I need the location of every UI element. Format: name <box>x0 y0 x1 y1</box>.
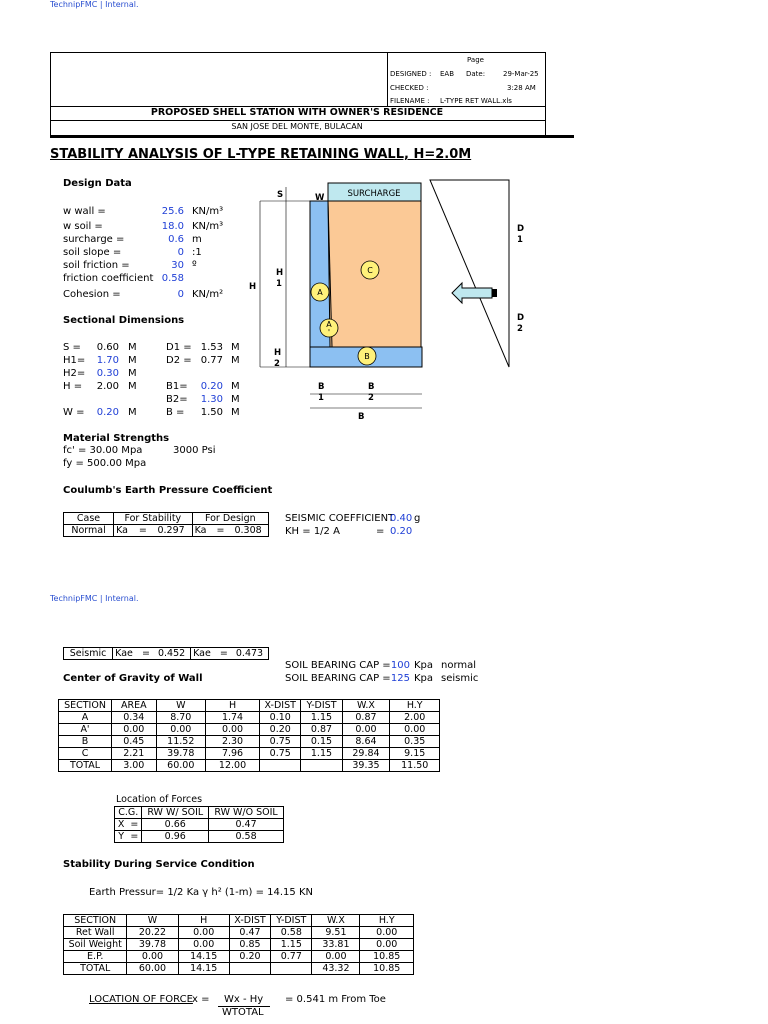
sect-label: H2= <box>63 368 86 379</box>
sect-label: H1= <box>63 355 86 366</box>
location-of-force-result: = 0.541 m From Toe <box>285 994 386 1005</box>
sect-label: D2 = <box>166 355 192 366</box>
table-cell: 1.15 <box>301 748 342 760</box>
table-cell: 0.00 <box>206 724 260 736</box>
classification-label: TechnipFMC | Internal. <box>50 0 139 9</box>
coulomb-cell: = <box>213 525 228 537</box>
table-cell: Ret Wall <box>64 927 127 939</box>
sect-label: B2= <box>166 394 188 405</box>
table-cell: 0.00 <box>156 724 205 736</box>
table-header-cell: Y-DIST <box>271 915 312 927</box>
table-cell: 0.96 <box>142 831 209 843</box>
fy-value: fy = 500.00 Mpa <box>63 458 147 469</box>
table-row <box>64 951 414 963</box>
kae-cell: = <box>139 648 153 660</box>
bearing-unit: Kpa <box>414 660 434 671</box>
sect-unit: M <box>231 355 240 366</box>
sect-label: B = <box>166 407 185 418</box>
design-unit: KN/m² <box>192 289 224 300</box>
seismic-kae-table <box>63 647 269 660</box>
table-cell: 0.34 <box>112 712 157 724</box>
title-rule <box>50 135 574 138</box>
table-cell: = <box>127 819 142 831</box>
table-cell: 60.00 <box>156 760 205 772</box>
table-cell: 29.84 <box>342 748 390 760</box>
coulomb-cell: = <box>135 525 151 537</box>
sect-value: 0.30 <box>96 368 119 379</box>
design-label: Cohesion = <box>63 289 121 300</box>
sect-label: S = <box>63 342 81 353</box>
design-label: soil slope = <box>63 247 122 258</box>
location-of-force-numerator: Wx - Hy <box>224 994 264 1005</box>
sect-value: 0.20 <box>200 381 223 392</box>
section-a-prime-mark: ' <box>327 328 331 337</box>
table-header-cell: X-DIST <box>229 915 270 927</box>
design-label: surcharge = <box>63 234 125 245</box>
table-header-cell: AREA <box>112 700 157 712</box>
cg-table <box>58 699 440 772</box>
table-cell: 0.87 <box>342 712 390 724</box>
table-cell: E.P. <box>64 951 127 963</box>
surcharge-label: SURCHARGE <box>347 189 401 199</box>
table-header-cell: RW W/O SOIL <box>209 807 284 819</box>
pressure-diagram <box>430 180 509 367</box>
sect-label: B1= <box>166 381 188 392</box>
checked-label: CHECKED : <box>390 84 429 92</box>
table-header-cell: X-DIST <box>260 700 301 712</box>
sectional-heading: Sectional Dimensions <box>63 315 185 326</box>
table-cell: 60.00 <box>127 963 178 975</box>
table-cell: 14.15 <box>178 951 229 963</box>
table-cell: TOTAL <box>59 760 112 772</box>
table-cell: 0.75 <box>260 736 301 748</box>
design-label: friction coefficient <box>63 273 154 284</box>
coulomb-header-case: Case <box>64 513 114 525</box>
seismic-coefficient-label: SEISMIC COEFFICIENT <box>285 513 395 524</box>
table-cell: 0.00 <box>112 724 157 736</box>
designed-label: DESIGNED : <box>390 70 432 78</box>
sect-unit: M <box>231 342 240 353</box>
table-header-cell: W.X <box>342 700 390 712</box>
coulomb-cell: Ka <box>114 525 135 537</box>
table-header-cell: H.Y <box>360 915 414 927</box>
table-cell: 0.00 <box>342 724 390 736</box>
table-header-cell: C.G. <box>115 807 142 819</box>
d2-label: D <box>517 313 525 323</box>
h1-subscript: 1 <box>276 279 282 289</box>
bearing-label: SOIL BEARING CAP = <box>285 673 391 684</box>
filename-label: FILENAME : <box>390 97 430 105</box>
kae-cell: 0.473 <box>231 648 269 660</box>
h2-label: H <box>274 348 282 358</box>
table-cell: 0.00 <box>178 939 229 951</box>
service-heading: Stability During Service Condition <box>63 859 255 870</box>
title-block-divider <box>50 120 545 121</box>
seismic-coefficient-value: 0.40 <box>390 513 413 524</box>
table-cell: 0.15 <box>301 736 342 748</box>
retaining-wall-diagram <box>249 175 540 425</box>
d1-subscript: 1 <box>517 235 523 245</box>
table-cell: 8.64 <box>342 736 390 748</box>
kh-equals: = <box>376 526 385 537</box>
arrow-tail <box>492 289 497 297</box>
table-cell: 0.58 <box>271 927 312 939</box>
design-value: 0.6 <box>168 234 184 245</box>
table-cell: 8.70 <box>156 712 205 724</box>
design-value: 0 <box>177 247 184 258</box>
kae-cell: Kae <box>113 648 139 660</box>
table-cell: 0.35 <box>390 736 440 748</box>
location-of-force-label: LOCATION OF FORCE <box>89 994 193 1005</box>
design-value: 30 <box>171 260 184 271</box>
table-cell: 0.75 <box>260 748 301 760</box>
table-cell: 0.87 <box>301 724 342 736</box>
section-b-label: B <box>364 352 370 361</box>
table-cell: 2.21 <box>112 748 157 760</box>
section-c-label: C <box>367 266 373 275</box>
table-header-cell: RW W/ SOIL <box>142 807 209 819</box>
section-a-label: A <box>317 288 323 297</box>
location-table <box>114 806 284 843</box>
earth-pressure-arrow-icon <box>452 283 492 303</box>
table-cell: 0.00 <box>127 951 178 963</box>
sect-value: 2.00 <box>96 381 119 392</box>
coulomb-table <box>63 512 269 537</box>
seismic-coefficient-unit: g <box>414 513 421 524</box>
table-cell: 2.30 <box>206 736 260 748</box>
table-cell: 0.47 <box>209 819 284 831</box>
section-a-prime-label: A <box>326 320 332 329</box>
sect-value: 0.77 <box>200 355 223 366</box>
table-cell: 0.45 <box>112 736 157 748</box>
fc-psi: 3000 Psi <box>173 445 216 456</box>
table-cell: 10.85 <box>360 951 414 963</box>
table-cell: 39.78 <box>127 939 178 951</box>
table-cell: = <box>127 831 142 843</box>
table-cell: 0.00 <box>178 927 229 939</box>
sect-unit: M <box>231 381 240 392</box>
kae-cell: Seismic <box>64 648 113 660</box>
bearing-note: normal <box>441 660 477 671</box>
sect-value: 0.20 <box>96 407 119 418</box>
page-title: STABILITY ANALYSIS OF L-TYPE RETAINING WALL, H=2.0M <box>50 147 472 162</box>
table-header-cell: W <box>156 700 205 712</box>
coulomb-header-design: For Design <box>192 513 268 525</box>
bearing-value: 100 <box>390 660 410 671</box>
b1-subscript: 1 <box>318 393 324 403</box>
coulomb-cell: 0.308 <box>228 525 268 537</box>
sect-unit: M <box>128 368 137 379</box>
table-row <box>59 712 440 724</box>
sect-value: 1.70 <box>96 355 119 366</box>
kae-cell: = <box>217 648 231 660</box>
table-cell: 0.00 <box>360 939 414 951</box>
table-cell: 9.15 <box>390 748 440 760</box>
material-heading: Material Strengths <box>63 433 170 444</box>
earth-pressure-formula: Earth Pressur= 1/2 Ka γ h² (1-m) = 14.15 KN <box>89 887 313 898</box>
table-cell: Y <box>115 831 128 843</box>
b1-label: B <box>318 382 325 392</box>
table-cell: 10.85 <box>360 963 414 975</box>
sect-unit: M <box>128 355 137 366</box>
table-cell: 7.96 <box>206 748 260 760</box>
title-block-divider <box>387 52 388 107</box>
design-value: 0 <box>177 289 184 300</box>
table-header-cell: SECTION <box>64 915 127 927</box>
h1-label: H <box>276 268 284 278</box>
table-cell: 39.35 <box>342 760 390 772</box>
sect-value: 0.60 <box>96 342 119 353</box>
table-cell: 12.00 <box>206 760 260 772</box>
design-label: w wall = <box>63 206 106 217</box>
design-unit: º <box>192 260 197 271</box>
table-cell: C <box>59 748 112 760</box>
table-header-cell: H <box>206 700 260 712</box>
table-cell: 0.00 <box>312 951 360 963</box>
s-label: S <box>277 190 284 200</box>
w-label: W <box>315 193 325 203</box>
bearing-label: SOIL BEARING CAP = <box>285 660 391 671</box>
coulomb-header-stability: For Stability <box>114 513 193 525</box>
classification-label-2: TechnipFMC | Internal. <box>50 594 139 603</box>
project-title: PROPOSED SHELL STATION WITH OWNER'S RESIDENCE <box>150 107 444 118</box>
sect-label: D1 = <box>166 342 192 353</box>
sect-label: H = <box>63 381 83 392</box>
design-label: w soil = <box>63 221 103 232</box>
h-label: H <box>249 282 257 292</box>
table-cell: TOTAL <box>64 963 127 975</box>
sect-unit: M <box>128 407 137 418</box>
table-header-cell: W.X <box>312 915 360 927</box>
table-cell <box>260 760 301 772</box>
design-label: soil friction = <box>63 260 130 271</box>
kae-cell: Kae <box>191 648 217 660</box>
coulomb-heading: Coulumb's Earth Pressure Coefficient <box>63 485 273 496</box>
design-unit: KN/m³ <box>192 221 224 232</box>
kh-label: KH = 1/2 A <box>285 526 340 537</box>
table-cell: 43.32 <box>312 963 360 975</box>
table-cell: A' <box>59 724 112 736</box>
design-value: 0.58 <box>161 273 184 284</box>
table-row <box>59 736 440 748</box>
table-header-cell: Y-DIST <box>301 700 342 712</box>
table-cell: B <box>59 736 112 748</box>
h2-subscript: 2 <box>274 359 280 369</box>
table-cell <box>301 760 342 772</box>
b-label: B <box>358 412 365 422</box>
table-cell: 39.78 <box>156 748 205 760</box>
table-cell: 0.85 <box>229 939 270 951</box>
design-data-heading: Design Data <box>63 178 132 189</box>
table-cell: 0.10 <box>260 712 301 724</box>
sect-value: 1.50 <box>200 407 223 418</box>
sect-unit: M <box>128 381 137 392</box>
table-row <box>64 963 414 975</box>
table-row <box>59 760 440 772</box>
service-table <box>63 914 414 975</box>
table-cell: X <box>115 819 128 831</box>
bearing-value: 125 <box>390 673 410 684</box>
sect-unit: M <box>128 342 137 353</box>
table-header-cell: H.Y <box>390 700 440 712</box>
table-header-cell: W <box>127 915 178 927</box>
table-cell: 0.20 <box>229 951 270 963</box>
design-value: 25.6 <box>161 206 184 217</box>
location-of-force-denominator: WTOTAL <box>222 1007 264 1018</box>
fc-value: fc' = 30.00 Mpa <box>63 445 143 456</box>
table-cell: 11.50 <box>390 760 440 772</box>
table-cell: 0.47 <box>229 927 270 939</box>
date-value: 29-Mar-25 <box>503 70 539 78</box>
filename-value: L-TYPE RET WALL.xls <box>440 97 512 105</box>
table-cell: 0.20 <box>260 724 301 736</box>
d1-label: D <box>517 224 525 234</box>
table-cell: 0.00 <box>390 724 440 736</box>
design-value: 18.0 <box>161 221 184 232</box>
table-cell: 0.77 <box>271 951 312 963</box>
design-unit: :1 <box>192 247 202 258</box>
sect-value: 1.53 <box>200 342 223 353</box>
table-cell <box>271 963 312 975</box>
sect-unit: M <box>231 394 240 405</box>
table-cell: 9.51 <box>312 927 360 939</box>
table-cell <box>229 963 270 975</box>
sect-value: 1.30 <box>200 394 223 405</box>
location-of-force-x: x = <box>192 994 210 1005</box>
b2-subscript: 2 <box>368 393 374 403</box>
project-location: SAN JOSE DEL MONTE, BULACAN <box>231 122 363 131</box>
table-cell: 20.22 <box>127 927 178 939</box>
table-cell: 33.81 <box>312 939 360 951</box>
d2-subscript: 2 <box>517 324 523 334</box>
table-cell: 0.66 <box>142 819 209 831</box>
table-header-cell: H <box>178 915 229 927</box>
table-row <box>64 939 414 951</box>
table-cell: 1.74 <box>206 712 260 724</box>
kh-value: 0.20 <box>390 526 413 537</box>
table-cell: 3.00 <box>112 760 157 772</box>
date-label: Date: <box>466 70 486 78</box>
design-unit: KN/m³ <box>192 206 224 217</box>
page-label: Page <box>467 56 484 64</box>
table-cell: A <box>59 712 112 724</box>
table-row <box>59 724 440 736</box>
table-cell: 1.15 <box>271 939 312 951</box>
b2-label: B <box>368 382 375 392</box>
table-cell: 1.15 <box>301 712 342 724</box>
coulomb-cell: 0.297 <box>151 525 192 537</box>
sect-label: W = <box>63 407 85 418</box>
bearing-unit: Kpa <box>414 673 434 684</box>
table-cell: 14.15 <box>178 963 229 975</box>
table-header-cell: SECTION <box>59 700 112 712</box>
bearing-note: seismic <box>441 673 479 684</box>
table-row <box>64 927 414 939</box>
table-cell: Soil Weight <box>64 939 127 951</box>
table-cell: 2.00 <box>390 712 440 724</box>
cg-heading: Center of Gravity of Wall <box>63 673 203 684</box>
table-row <box>59 748 440 760</box>
location-heading: Location of Forces <box>116 794 203 805</box>
design-unit: m <box>192 234 202 245</box>
kae-cell: 0.452 <box>153 648 190 660</box>
sect-unit: M <box>231 407 240 418</box>
coulomb-cell: Normal <box>64 525 114 537</box>
designed-value: EAB <box>440 70 455 78</box>
table-cell: 11.52 <box>156 736 205 748</box>
table-cell: 0.58 <box>209 831 284 843</box>
table-cell: 0.00 <box>360 927 414 939</box>
coulomb-cell: Ka <box>192 525 213 537</box>
time-value: 3:28 AM <box>507 84 536 92</box>
